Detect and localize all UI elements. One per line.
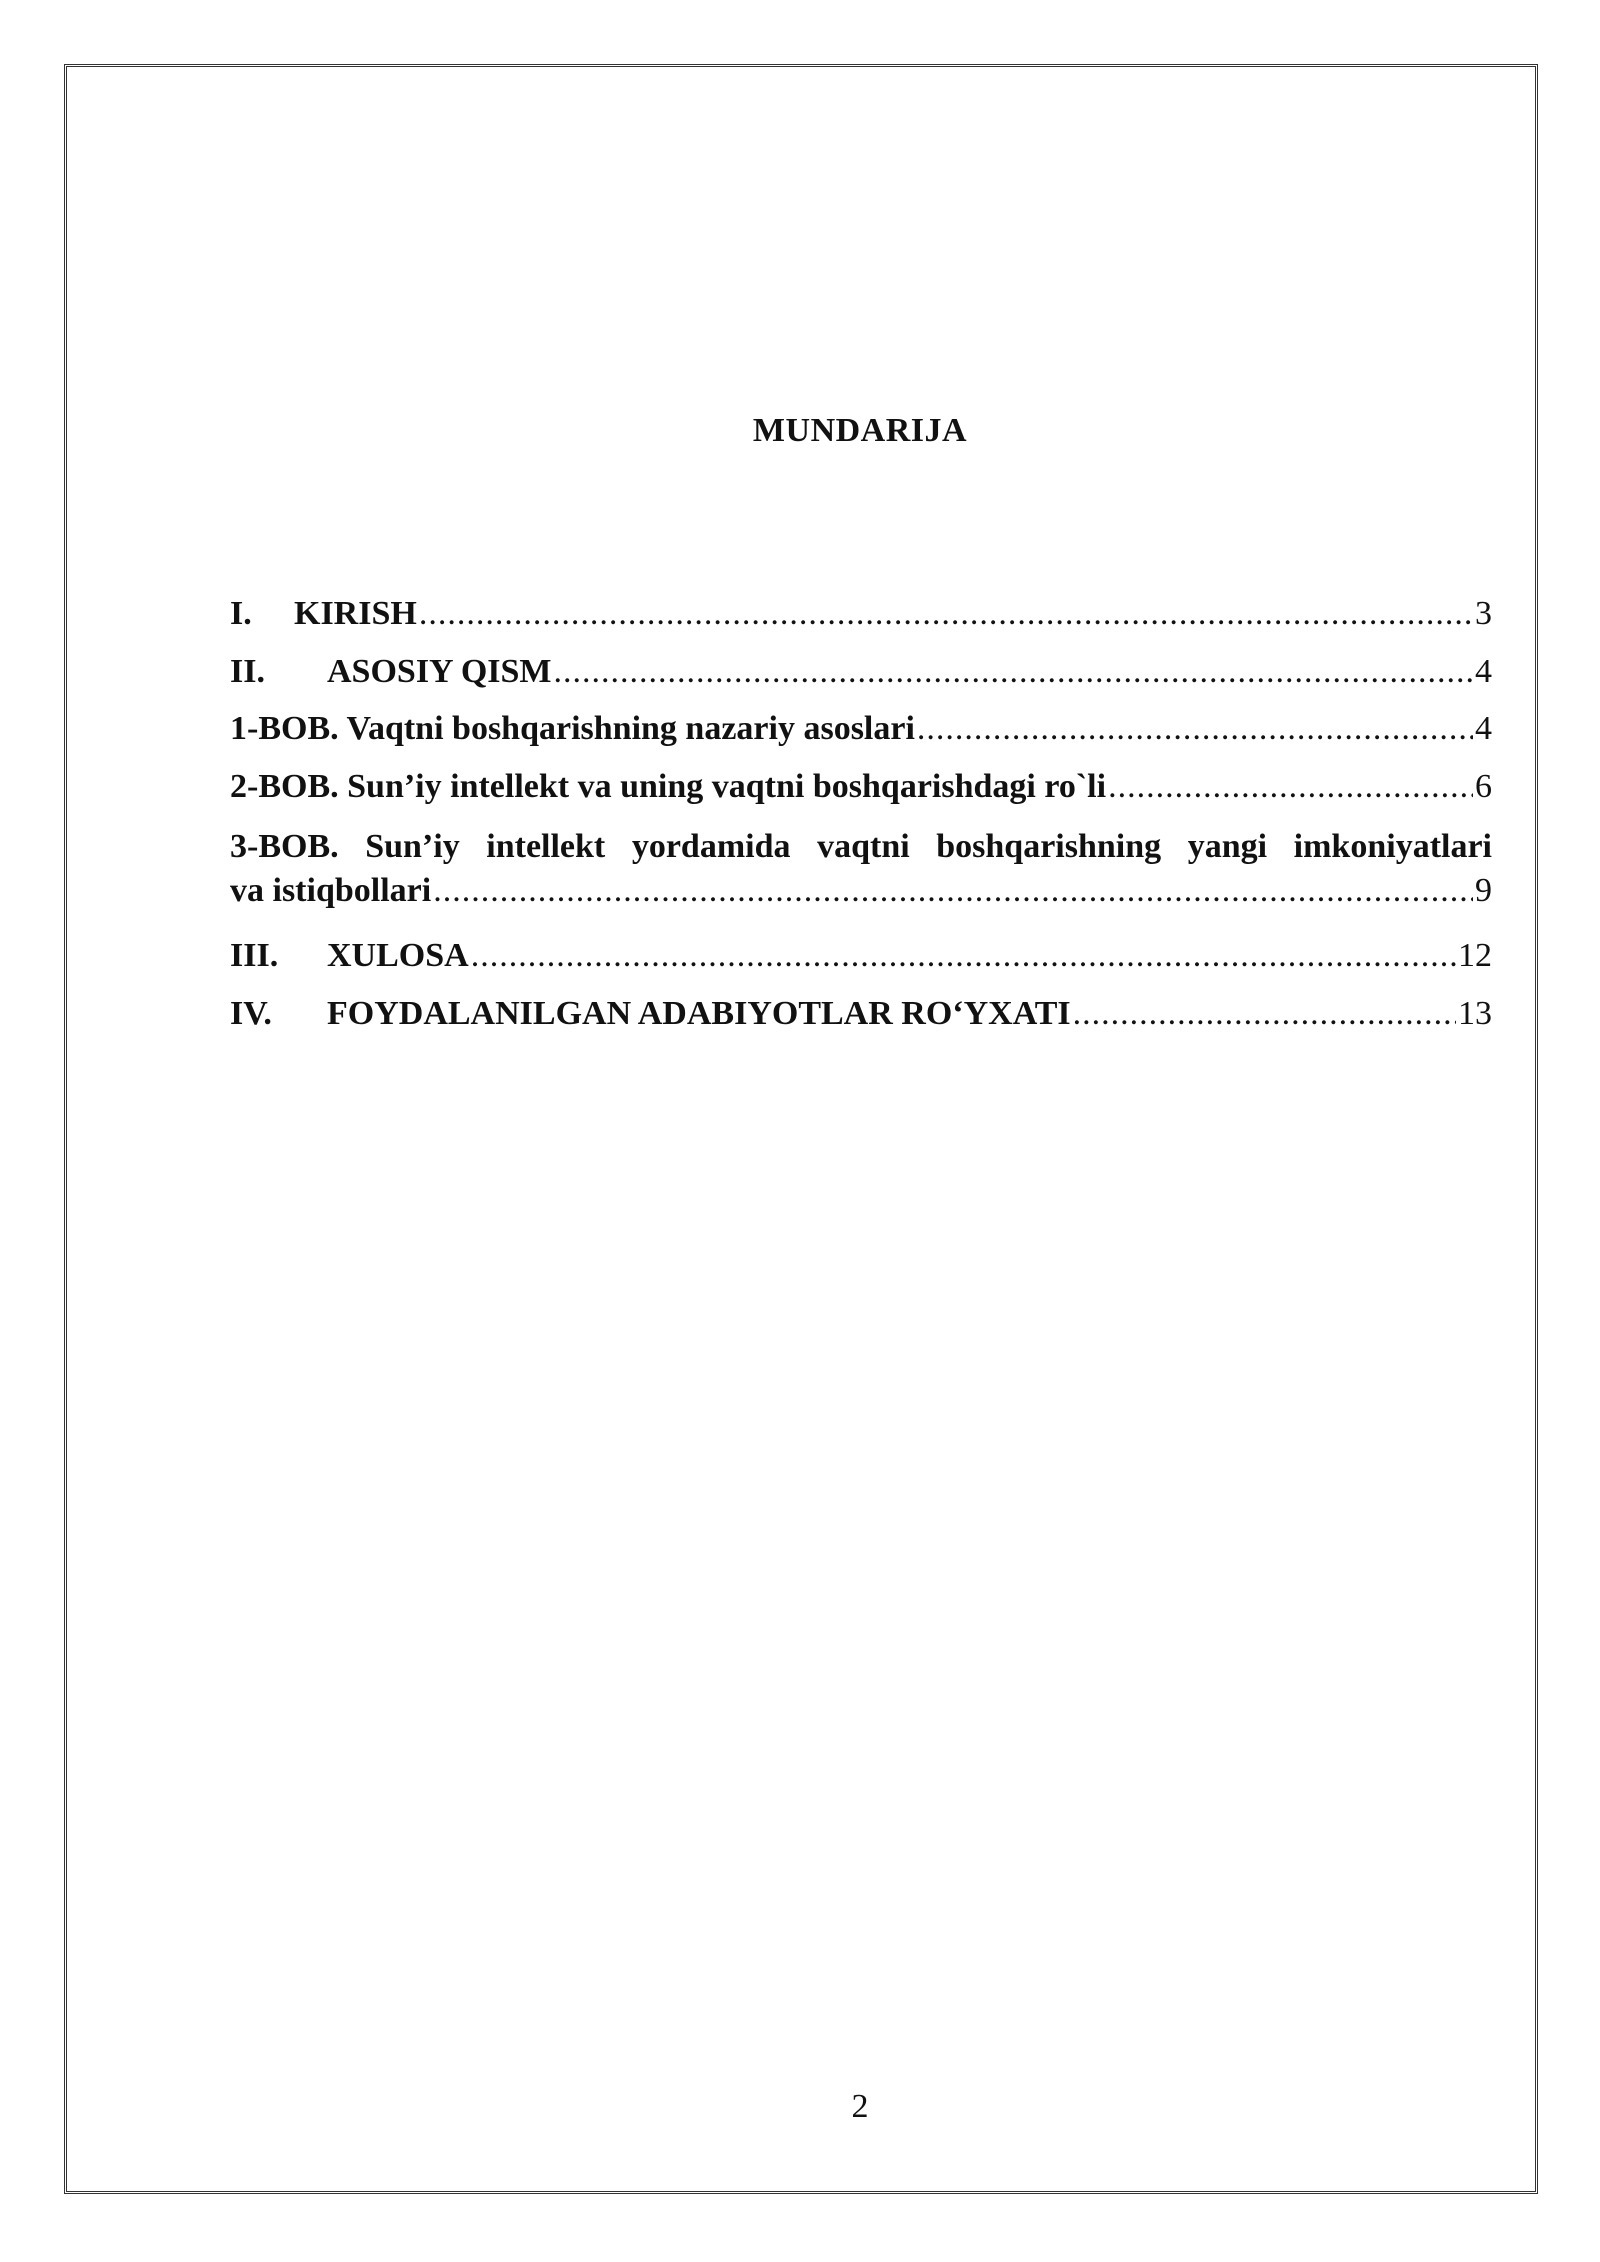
- toc-item-label: KIRISH: [294, 595, 417, 632]
- toc-item-label: ASOSIY QISM: [327, 652, 552, 690]
- table-of-contents: [230, 585, 1492, 1042]
- dot-leader: [471, 927, 1456, 985]
- toc-item-number: IV.: [230, 994, 272, 1032]
- toc-item-page: 9: [1475, 872, 1492, 909]
- toc-item-number: III.: [230, 937, 279, 974]
- page-number: 2: [851, 2088, 869, 2125]
- toc-item-line2: [230, 869, 1492, 913]
- toc-item-bob-3[interactable]: [230, 825, 1492, 913]
- toc-item-label-line2: va istiqbollari: [230, 872, 432, 909]
- page-title: MUNDARIJA: [752, 412, 968, 449]
- toc-item-label-line1: 3-BOB. Sun’iy intellekt yordamida vaqtni boshqarishning yangi imkoniyatlari: [230, 828, 1492, 865]
- toc-item-page: 4: [1475, 710, 1492, 747]
- dot-leader: [917, 700, 1473, 758]
- toc-item-label: 1-BOB. Vaqtni boshqarishning nazariy asoslari: [230, 710, 915, 747]
- toc-item-page: 3: [1475, 595, 1492, 632]
- toc-item-page: 12: [1458, 937, 1492, 974]
- toc-item-label: FOYDALANILGAN ADABIYOTLAR RO‘YXATI: [327, 994, 1071, 1032]
- toc-item-adabiyotlar[interactable]: [230, 985, 1492, 1043]
- toc-item-bob-1[interactable]: [230, 700, 1492, 758]
- toc-item-xulosa[interactable]: [230, 927, 1492, 985]
- dot-leader: [554, 643, 1473, 701]
- dot-leader: [419, 585, 1473, 643]
- dot-leader: [433, 869, 1473, 913]
- toc-item-number: II.: [230, 652, 265, 690]
- toc-item-page: 6: [1475, 767, 1492, 805]
- dot-leader: [1073, 985, 1456, 1043]
- toc-item-label: XULOSA: [327, 937, 469, 974]
- toc-item-kirish[interactable]: [230, 585, 1492, 643]
- toc-item-page: 4: [1475, 652, 1492, 690]
- toc-item-page: 13: [1458, 994, 1492, 1032]
- dot-leader: [1108, 758, 1473, 816]
- toc-item-label: 2-BOB. Sun’iy intellekt va uning vaqtni boshqarishdagi ro`li: [230, 767, 1107, 805]
- page-border: [64, 64, 1538, 2194]
- toc-item-number: I.: [230, 595, 252, 632]
- toc-item-bob-2[interactable]: [230, 758, 1492, 816]
- toc-item-asosiy-qism[interactable]: [230, 643, 1492, 701]
